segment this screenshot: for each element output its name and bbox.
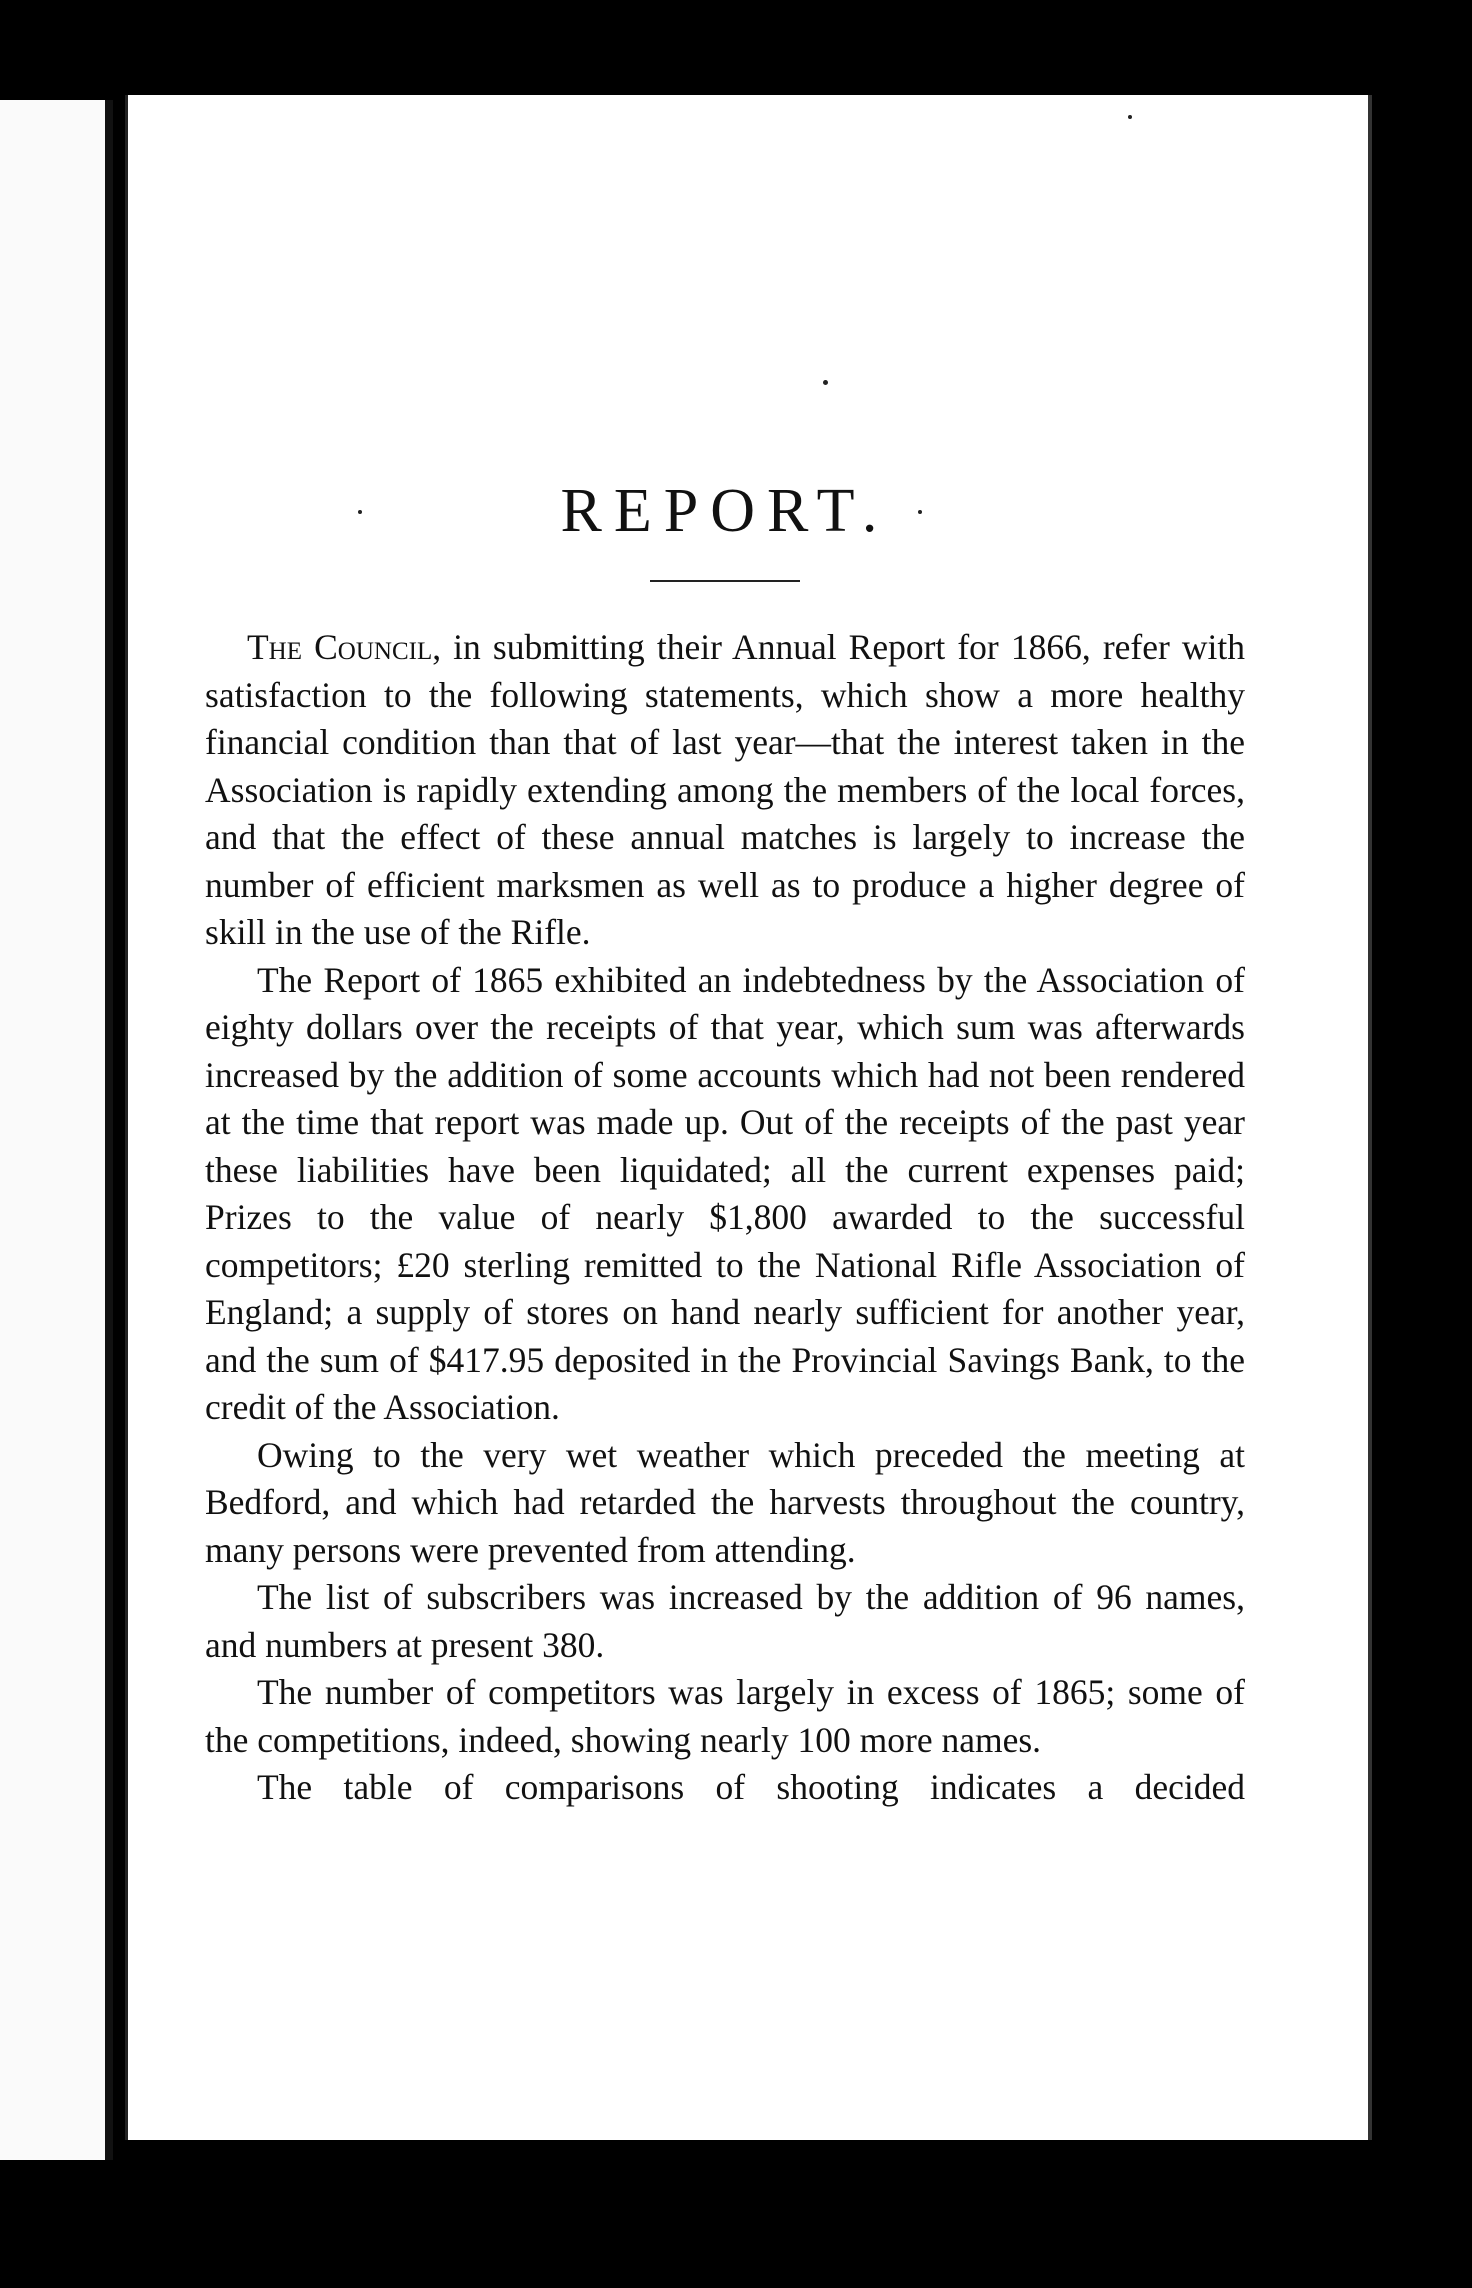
paragraph-weather: Owing to the very wet weather which preceded the meeting at Bedford, and which had retarded the harvests throughout the country, many persons were prevented from attending. (205, 1434, 1245, 1570)
page-text-block (205, 390, 1245, 1812)
page-title: REPORT. (560, 477, 890, 545)
paragraph-competitors: The number of competitors was largely in excess of 1865; some of the competitions, indeed, showing nearly 100 more names. (205, 1672, 1245, 1760)
paragraph-text: in submitting their Annual Report for 1866, refer with satisfaction to the following statements, which show a more healthy financial condition than that of last year—that the interest taken in the Association is rapidly extending among the members of the local forces, and that the effect of these annual matches is largely to increase the number of efficient marksmen as well as to produce a higher degree of skill in the use of the Rifle. (205, 627, 1245, 952)
paragraph-lead: The Council, (247, 627, 442, 667)
title-rule (650, 580, 800, 582)
ink-speck (823, 380, 828, 385)
paragraph-comparisons: The table of comparisons of shooting indicates a decided (257, 1767, 1245, 1807)
paragraph-report-1865: The Report of 1865 exhibited an indebtedness by the Association of eighty dollars over the receipts of that year, which sum was afterwards increased by the addition of some accounts which had not been rendered at the time that report was made up. Out of the receipts of the past year these liabilities have been liquidated; all the current expenses paid; Prizes to the value of nearly $1,800 awarded to the successful competitors; £20 sterling remitted to the National Rifle Association of England; a supply of stores on hand nearly sufficient for another year, and the sum of $417.95 deposited in the Provincial Savings Bank, to the credit of the Association. (205, 959, 1245, 1427)
ink-speck (1128, 115, 1132, 119)
paragraph-subscribers: The list of subscribers was increased by the addition of 96 names, and numbers at present 380. (205, 1577, 1245, 1665)
previous-page-edge (0, 100, 110, 2160)
page-gutter (105, 100, 113, 2160)
paragraph-council (205, 624, 1245, 957)
